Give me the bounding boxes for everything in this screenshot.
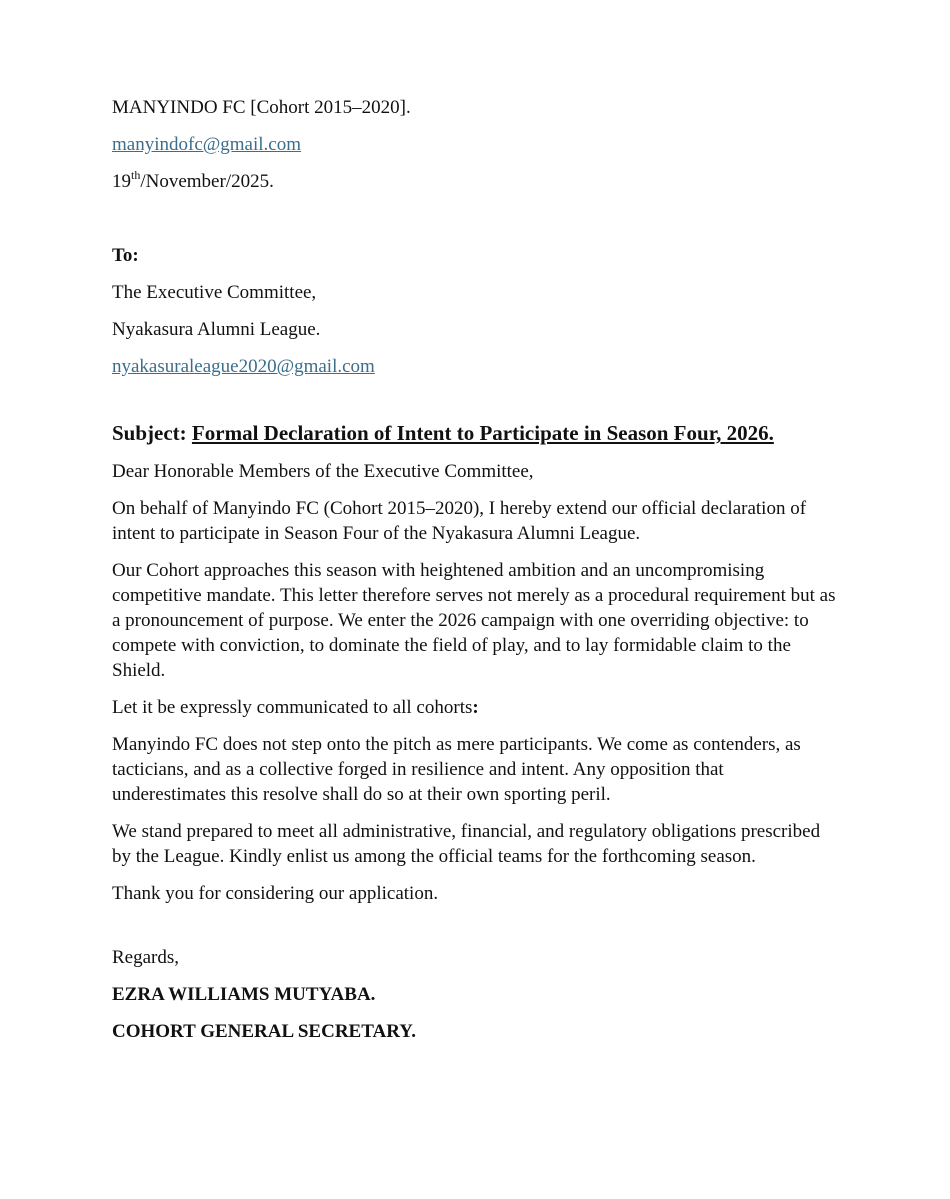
sender-name: MANYINDO FC [Cohort 2015–2020]. <box>112 97 411 118</box>
subject-line <box>112 419 840 447</box>
paragraph-announcement <box>112 695 840 720</box>
subject-text: Formal Declaration of Intent to Participate in Season Four, 2026. <box>191 421 774 445</box>
recipient-line-2: Nyakasura Alumni League. <box>112 319 321 340</box>
closing-regards: Regards, <box>112 947 180 968</box>
recipient-email <box>112 354 840 379</box>
paragraph-thanks: Thank you for considering our application. <box>112 883 439 904</box>
announcement-text: Let it be expressly communicated to all cohorts <box>112 697 473 718</box>
signatory-name: EZRA WILLIAMS MUTYABA. <box>112 984 376 1005</box>
paragraph-obligations: We stand prepared to meet all administrative, financial, and regulatory obligations prescribed by the League. Kindly enlist us among the official teams for the forthcoming season. <box>112 821 821 867</box>
sender-email-link[interactable]: manyindofc@gmail.com <box>112 134 301 155</box>
paragraph-intent: On behalf of Manyindo FC (Cohort 2015–2020), I hereby extend our official declaration of intent to participate in Season Four of the Nyakasura Alumni League. <box>112 498 807 544</box>
salutation: Dear Honorable Members of the Executive Committee, <box>112 461 534 482</box>
signatory-title: COHORT GENERAL SECRETARY. <box>112 1021 416 1042</box>
recipient-email-link[interactable]: nyakasuraleague2020@gmail.com <box>112 356 375 377</box>
paragraph-warning: Manyindo FC does not step onto the pitch as mere participants. We come as contenders, as tacticians, and as a collective forged in resilience and intent. Any opposition that underestimates this resolve shall do so at their own sporting peril. <box>112 734 801 805</box>
sender-email <box>112 132 840 157</box>
letter-page <box>112 95 840 1056</box>
letter-date <box>112 169 840 194</box>
to-heading: To: <box>112 245 139 266</box>
announcement-colon: : <box>472 697 479 718</box>
subject-label: Subject: <box>112 421 192 445</box>
date-rest: /November/2025. <box>140 171 274 192</box>
date-day: 19 <box>112 171 131 192</box>
paragraph-ambition: Our Cohort approaches this season with heightened ambition and an uncompromising competitive mandate. This letter therefore serves not merely as a procedural requirement but as a pronouncement of purpose. We enter the 2026 campaign with one overriding objective: to compete with conviction, to dominate the field of play, and to lay formidable claim to the Shield. <box>112 560 836 681</box>
recipient-line-1: The Executive Committee, <box>112 282 317 303</box>
date-suffix: th <box>131 167 141 182</box>
